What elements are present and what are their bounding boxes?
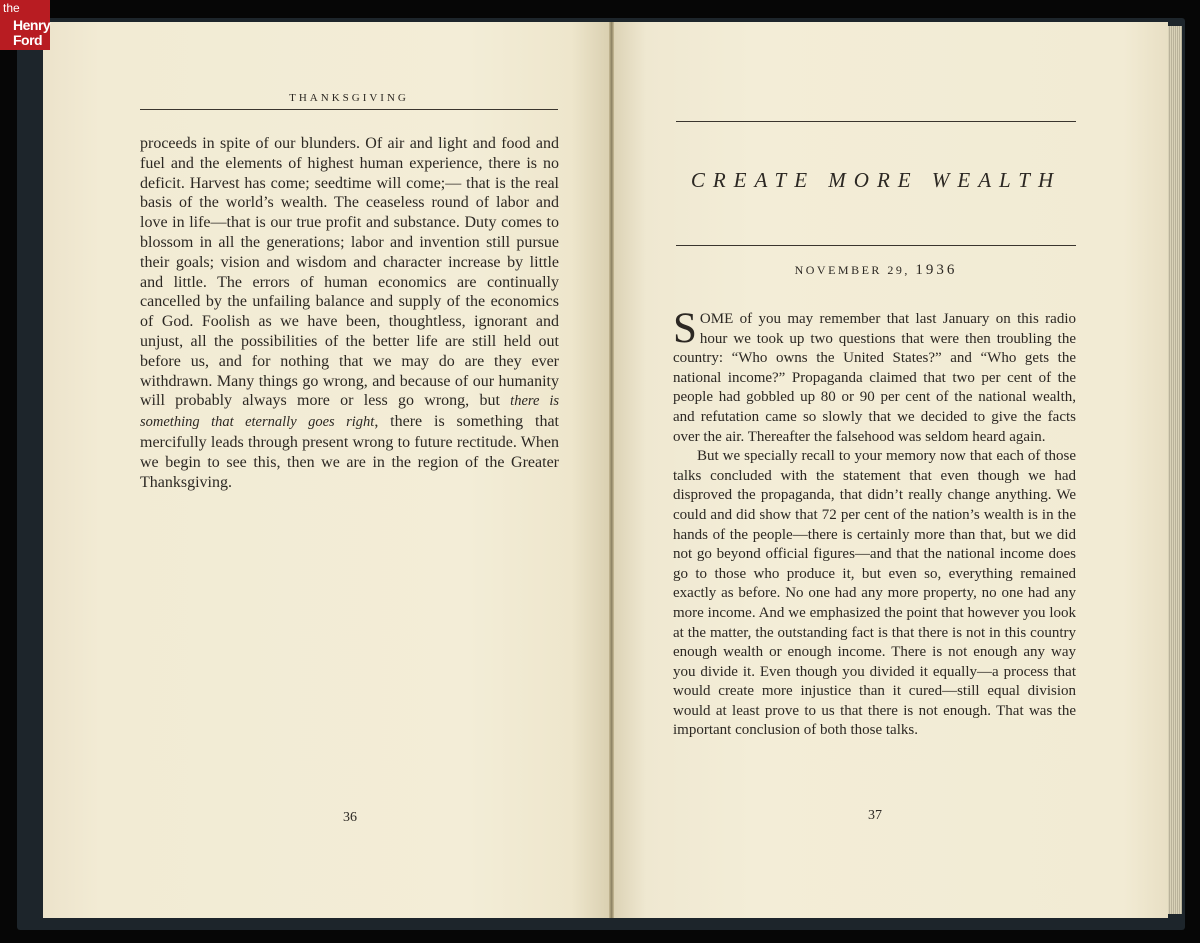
drop-cap: S <box>673 305 697 352</box>
chapter-bottom-rule <box>676 245 1076 246</box>
paragraph-1-text: OME of you may remember that last January on this radio hour we took up two questions that were then troubling the country: “Who owns the United States?” and “Who gets the national income?” Propaganda claimed that two per cent of the people had gobbled up 80 or 90 per cent of the national wealth, and refutation came so slowly that we decided to give the facts over the air. Thereafter the falsehood was seldom heard again. <box>673 311 1076 445</box>
running-head: THANKSGIVING <box>289 92 409 104</box>
book-gutter <box>609 22 614 918</box>
chapter-date <box>676 262 1076 279</box>
chapter-top-rule <box>676 121 1076 122</box>
date-month-day: NOVEMBER 29, <box>794 263 910 277</box>
body-italic-text: there is something that eternally goes right <box>140 393 559 431</box>
logo-text-the: the <box>3 1 20 15</box>
logo-text-henry: Henry <box>13 17 51 33</box>
paragraph-2: But we specially recall to your memory now that each of those talks concluded with the statement that even though we had disproved the propaganda, that didn’t really change anything. We could and did show that 72 per cent of the nation’s wealth is in the hands of the people—there is certainly more than that, but we did not go beyond official figures—and that the national income does go to those who produce it, but even so, everything remained exactly as before. No one had any more property, no one had any more income. And we emphasized the point that however you look at the matter, the outstanding fact is that there is not in this country enough wealth or enough income. There is not enough any way you divide it. Even though you divided it equally—a process that would create more injustice than it cured—still equal division would at least prove to us that there is not enough. That was the important conclusion of both those talks. <box>673 448 1076 739</box>
henry-ford-logo <box>0 0 50 50</box>
page-number-left: 36 <box>343 810 357 825</box>
page-number-right: 37 <box>868 808 882 823</box>
logo-text-ford: Ford <box>13 32 43 48</box>
paragraph-1 <box>673 305 1076 447</box>
page-edges <box>1168 26 1182 914</box>
left-page-body <box>140 134 559 492</box>
running-head-rule <box>140 109 558 110</box>
body-text-continued: , there is something that mercifully leads through present wrong to future rectitude. When we begin to see this, then we are in the region of the Greater Thanksgiving. <box>140 413 559 491</box>
date-year: 1936 <box>915 262 958 278</box>
right-page-body <box>673 305 1076 741</box>
chapter-title: CREATE MORE WEALTH <box>690 168 1062 192</box>
body-text: proceeds in spite of our blunders. Of air and light and food and fuel and the elements of highest human experience, there is no deficit. Harvest has come; seedtime will come;— that is the real basis of the world’s wealth. The ceaseless round of labor and love in life—that is our true profit and substance. Duty comes to blossom in all the generations; labor and invention still pursue their goals; vision and wisdom and character increase by little and little. The errors of human economics are continually cancelled by the unfailing balance and supply of the economics of God. Foolish as we have been, thoughtless, ignorant and unjust, all the possibilities of the better life are still held out before us, and for nothing that we may do are they ever withdrawn. Many things go wrong, and because of our humanity will probably always more or less go wrong, but <box>140 135 559 410</box>
